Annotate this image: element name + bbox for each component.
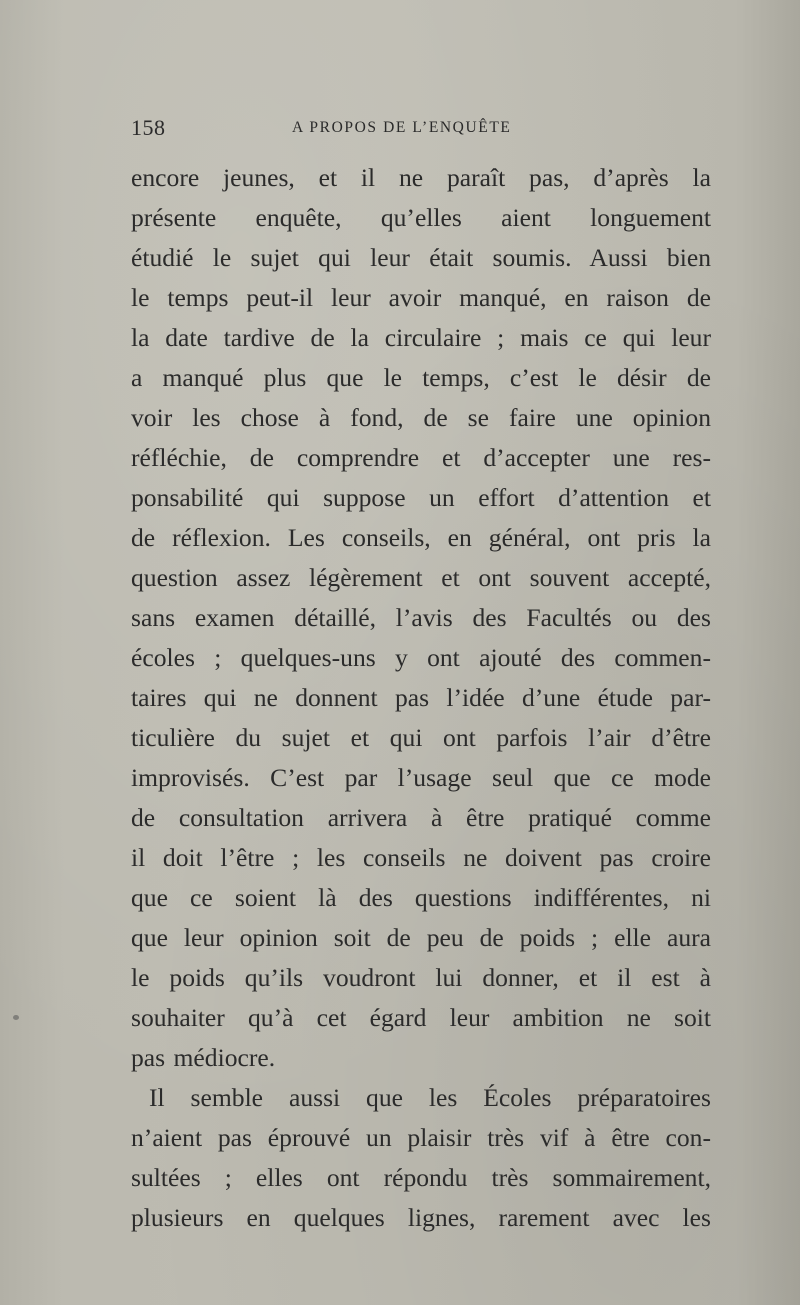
text-line: souhaiter qu’à cet égard leur ambition ne soit <box>131 1003 711 1032</box>
text-line: de réflexion. Les conseils, en général, ont pris la <box>131 523 711 552</box>
text-line: improvisés. C’est par l’usage seul que ce mode <box>131 763 711 792</box>
text-line: question assez légèrement et ont souvent accepté, <box>131 563 711 592</box>
text-line: présente enquête, qu’elles aient longuement <box>131 203 711 232</box>
paragraph-end-line: pas médiocre. <box>131 1043 276 1072</box>
page-number: 158 <box>131 115 166 140</box>
text-line: voir les chose à fond, de se faire une opinion <box>131 403 711 432</box>
paragraph-start-line: Il semble aussi que les Écoles préparatoires <box>149 1083 711 1112</box>
text-line: n’aient pas éprouvé un plaisir très vif à être con- <box>131 1123 711 1152</box>
page-header <box>131 115 711 145</box>
text-line: que ce soient là des questions indifférentes, ni <box>131 883 711 912</box>
text-line: il doit l’être ; les conseils ne doivent pas croire <box>131 843 711 872</box>
text-line: étudié le sujet qui leur était soumis. Aussi bien <box>131 243 711 272</box>
text-line: ponsabilité qui suppose un effort d’attention et <box>131 483 711 512</box>
body-text <box>131 158 711 1238</box>
text-line: réfléchie, de comprendre et d’accepter une res- <box>131 443 711 472</box>
running-head: A PROPOS DE L’ENQUÊTE <box>292 119 512 136</box>
text-line: le temps peut-il leur avoir manqué, en raison de <box>131 283 711 312</box>
text-line: écoles ; quelques-uns y ont ajouté des commen- <box>131 643 711 672</box>
text-line: taires qui ne donnent pas l’idée d’une étude par- <box>131 683 711 712</box>
text-line: sultées ; elles ont répondu très sommairement, <box>131 1163 711 1192</box>
text-line: la date tardive de la circulaire ; mais ce qui leur <box>131 323 711 352</box>
text-line: encore jeunes, et il ne paraît pas, d’après la <box>131 163 711 192</box>
text-line: plusieurs en quelques lignes, rarement avec les <box>131 1203 711 1232</box>
text-line: sans examen détaillé, l’avis des Facultés ou des <box>131 603 711 632</box>
text-line: que leur opinion soit de peu de poids ; elle aura <box>131 923 711 952</box>
text-line: de consultation arrivera à être pratiqué comme <box>131 803 711 832</box>
paper-speck <box>13 1015 19 1020</box>
text-line: a manqué plus que le temps, c’est le désir de <box>131 363 711 392</box>
text-line: le poids qu’ils voudront lui donner, et il est à <box>131 963 711 992</box>
text-line: ticulière du sujet et qui ont parfois l’air d’être <box>131 723 711 752</box>
